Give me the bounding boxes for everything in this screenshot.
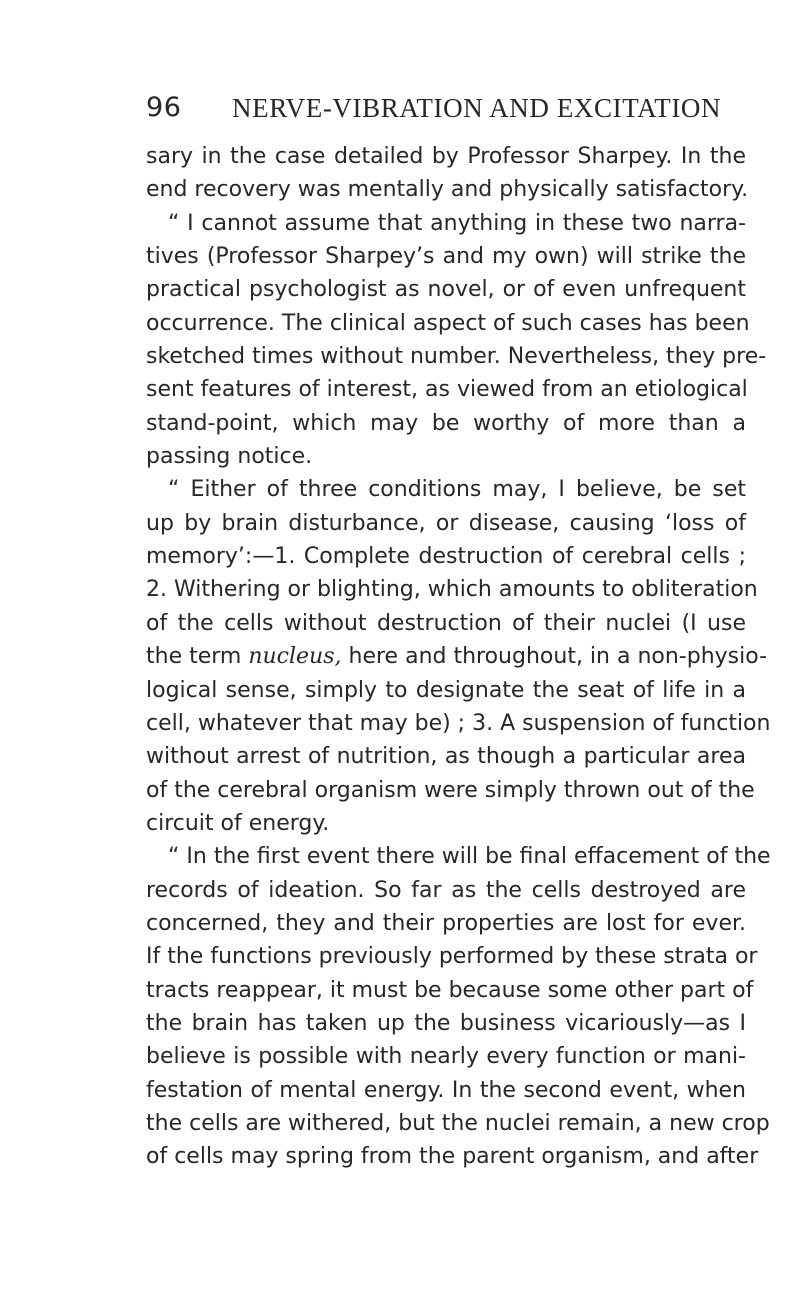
- text-line: circuit of energy.: [146, 810, 330, 836]
- text-line: occurrence. The clinical aspect of such cases has been: [146, 310, 750, 336]
- text-line: If the functions previously performed by these strata or: [146, 944, 758, 970]
- text-line: tives (Professor Sharpey’s and my own) will strike the: [146, 244, 746, 270]
- text-line: sketched times without number. Nevertheless, they pre-: [146, 344, 767, 370]
- text-line: cell, whatever that may be) ; 3. A suspension of function: [146, 710, 771, 736]
- text-line: of the cerebral organism were simply thrown out of the: [146, 777, 755, 803]
- body-text: [146, 140, 771, 1174]
- text-line: the brain has taken up the business vicariously—as I: [146, 1010, 746, 1036]
- text-line: “ In the first event there will be final effacement of the: [168, 844, 771, 870]
- text-line: stand-point, which may be worthy of more than a: [146, 410, 746, 436]
- text-line: concerned, they and their properties are lost for ever.: [146, 910, 746, 936]
- running-head: [146, 88, 746, 128]
- text-line: 2. Withering or blighting, which amounts to obliteration: [146, 577, 758, 603]
- text-line: festation of mental energy. In the second event, when: [146, 1077, 746, 1103]
- text-line: tracts reappear, it must be because some other part of: [146, 977, 754, 1003]
- italic-term: nucleus,: [248, 644, 342, 670]
- text-line: of cells may spring from the parent organism, and after: [146, 1144, 759, 1170]
- text-line: up by brain disturbance, or disease, causing ‘loss of: [146, 510, 746, 536]
- text-line: sent features of interest, as viewed from an etiological: [146, 377, 748, 403]
- text-line: believe is possible with nearly every function or mani-: [146, 1044, 746, 1070]
- text-line: passing notice.: [146, 444, 313, 470]
- text-line: of the cells without destruction of their nuclei (I use: [146, 610, 746, 636]
- text-line: “ Either of three conditions may, I believe, be set: [168, 477, 746, 503]
- page-number: 96: [146, 92, 182, 123]
- chapter-title: NERVE-VIBRATION AND EXCITATION: [232, 93, 722, 123]
- text-line-with-italic: [146, 640, 768, 673]
- text-line: end recovery was mentally and physically satisfactory.: [146, 177, 749, 203]
- text-fragment: here and throughout, in a non-physio-: [348, 644, 768, 670]
- text-line: memory’:—1. Complete destruction of cerebral cells ;: [146, 544, 746, 570]
- text-line: “ I cannot assume that anything in these two narra-: [168, 210, 746, 236]
- text-line: sary in the case detailed by Professor Sharpey. In the: [146, 144, 746, 169]
- text-line: records of ideation. So far as the cells destroyed are: [146, 877, 746, 903]
- text-line: practical psychologist as novel, or of even unfrequent: [146, 277, 746, 303]
- text-fragment: the term: [146, 644, 249, 670]
- text-line: without arrest of nutrition, as though a particular area: [146, 744, 746, 770]
- text-line: the cells are withered, but the nuclei remain, a new crop: [146, 1110, 770, 1136]
- text-line: logical sense, simply to designate the seat of life in a: [146, 677, 746, 703]
